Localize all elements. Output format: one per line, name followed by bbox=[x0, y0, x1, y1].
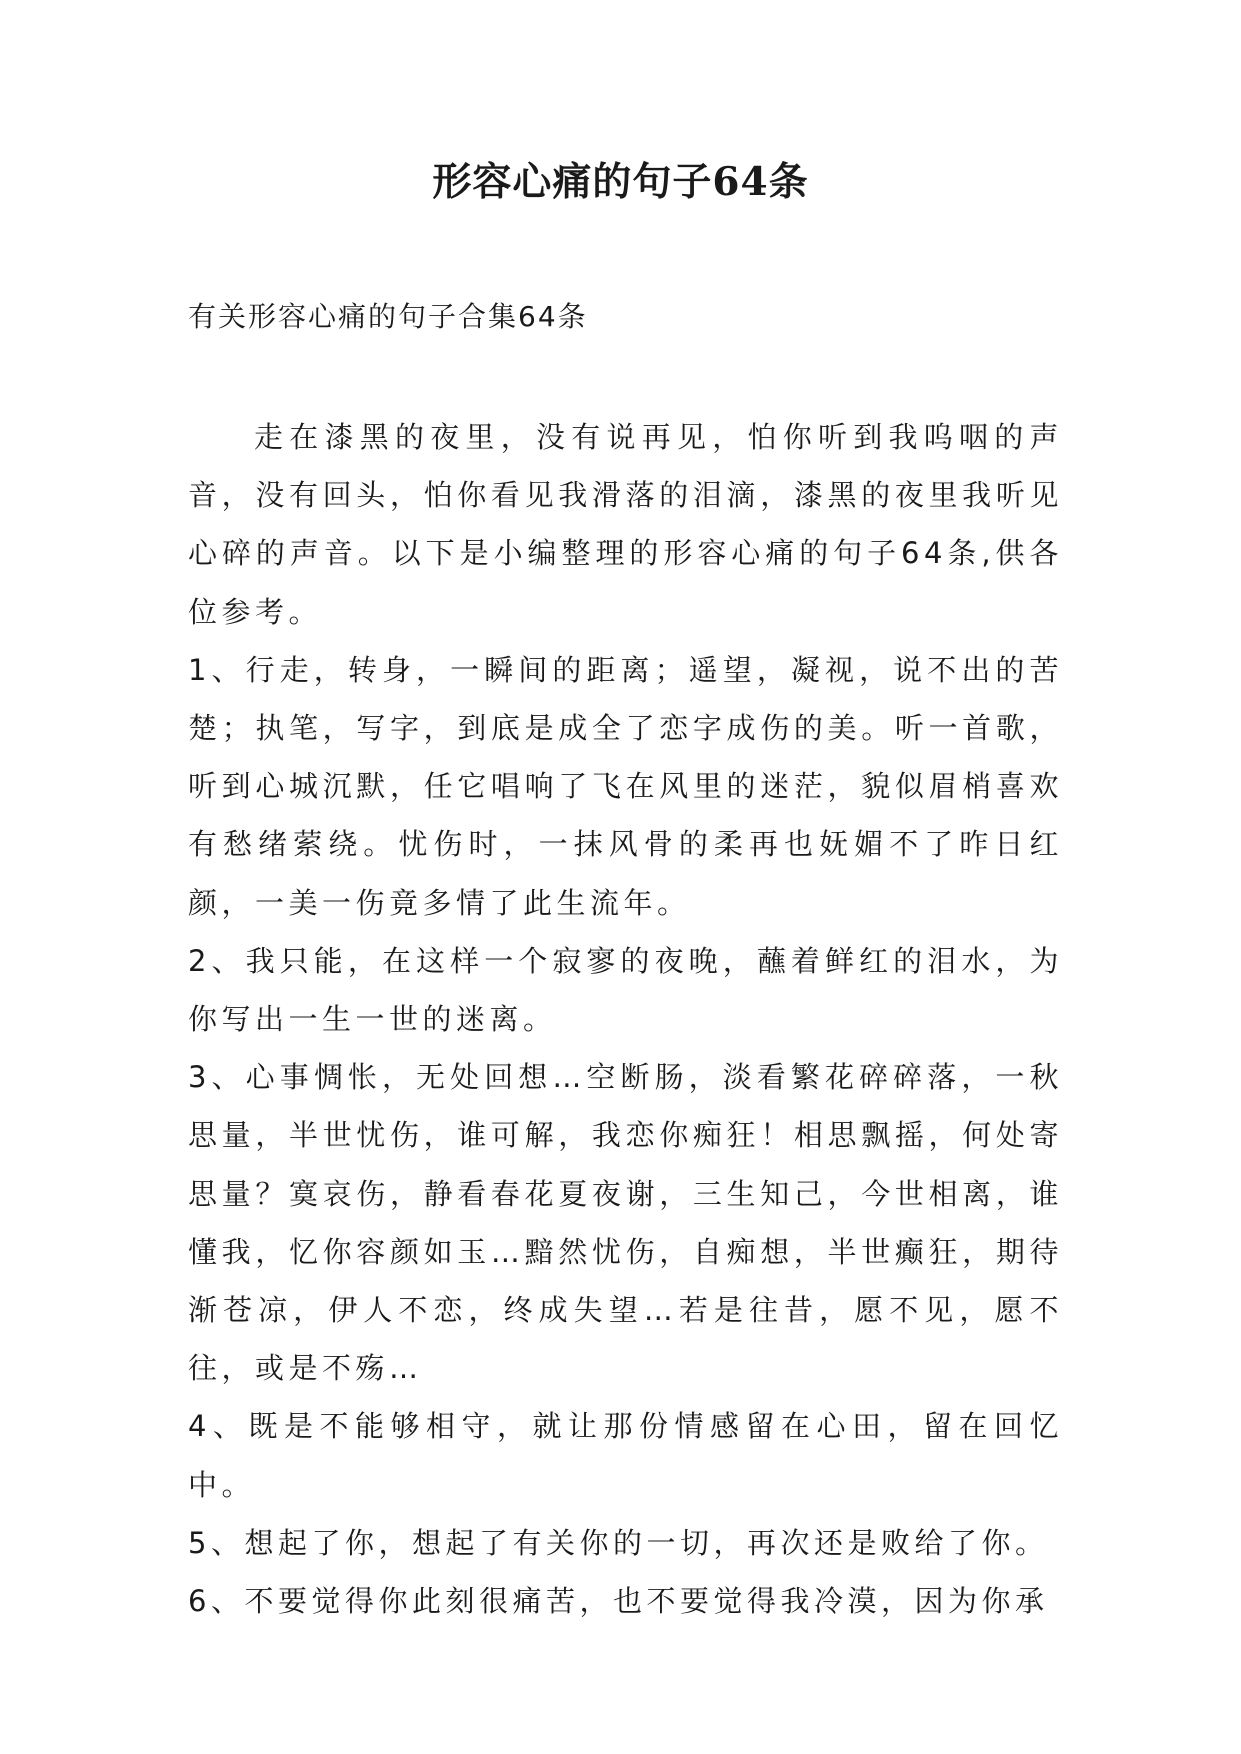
list-item: 3、心事惆怅，无处回想…空断肠，淡看繁花碎碎落，一秋思量，半世忧伤，谁可解，我恋你痴狂！相思飘摇，何处寄思量？寞哀伤，静看春花夏夜谢，三生知己，今世相离，谁懂我，忆你容颜如玉…黯然忧伤，自痴想，半世癫狂，期待渐苍凉，伊人不恋，终成失望…若是往昔，愿不见，愿不往，或是不殇… bbox=[188, 1060, 1063, 1386]
list-item: 5、想起了你，想起了有关你的一切，再次还是败给了你。 bbox=[188, 1525, 1049, 1560]
list-item: 6、不要觉得你此刻很痛苦，也不要觉得我冷漠，因为你承 bbox=[188, 1584, 1049, 1619]
document-title: 形容心痛的句子64条 bbox=[432, 159, 809, 205]
list-item: 4、既是不能够相守，就让那份情感留在心田，留在回忆中。 bbox=[188, 1409, 1063, 1502]
list-item: 2、我只能，在这样一个寂寥的夜晚，蘸着鲜红的泪水，为你写出一生一世的迷离。 bbox=[188, 943, 1063, 1037]
document-body bbox=[188, 408, 1063, 1630]
list-item: 1、行走，转身，一瞬间的距离；遥望，凝视，说不出的苦楚；执笔，写字，到底是成全了恋字成伤的美。听一首歌，听到心城沉默，任它唱响了飞在风里的迷茫，貌似眉梢喜欢有愁绪萦绕。忧伤时，一抹风骨的柔再也妩媚不了昨日红颜，一美一伤竟多情了此生流年。 bbox=[188, 652, 1063, 920]
intro-paragraph: 走在漆黑的夜里，没有说再见，怕你听到我呜咽的声音，没有回头，怕你看见我滑落的泪滴，漆黑的夜里我听见心碎的声音。以下是小编整理的形容心痛的句子64条,供各位参考。 bbox=[188, 420, 1063, 629]
document-subtitle: 有关形容心痛的句子合集64条 bbox=[188, 300, 588, 333]
